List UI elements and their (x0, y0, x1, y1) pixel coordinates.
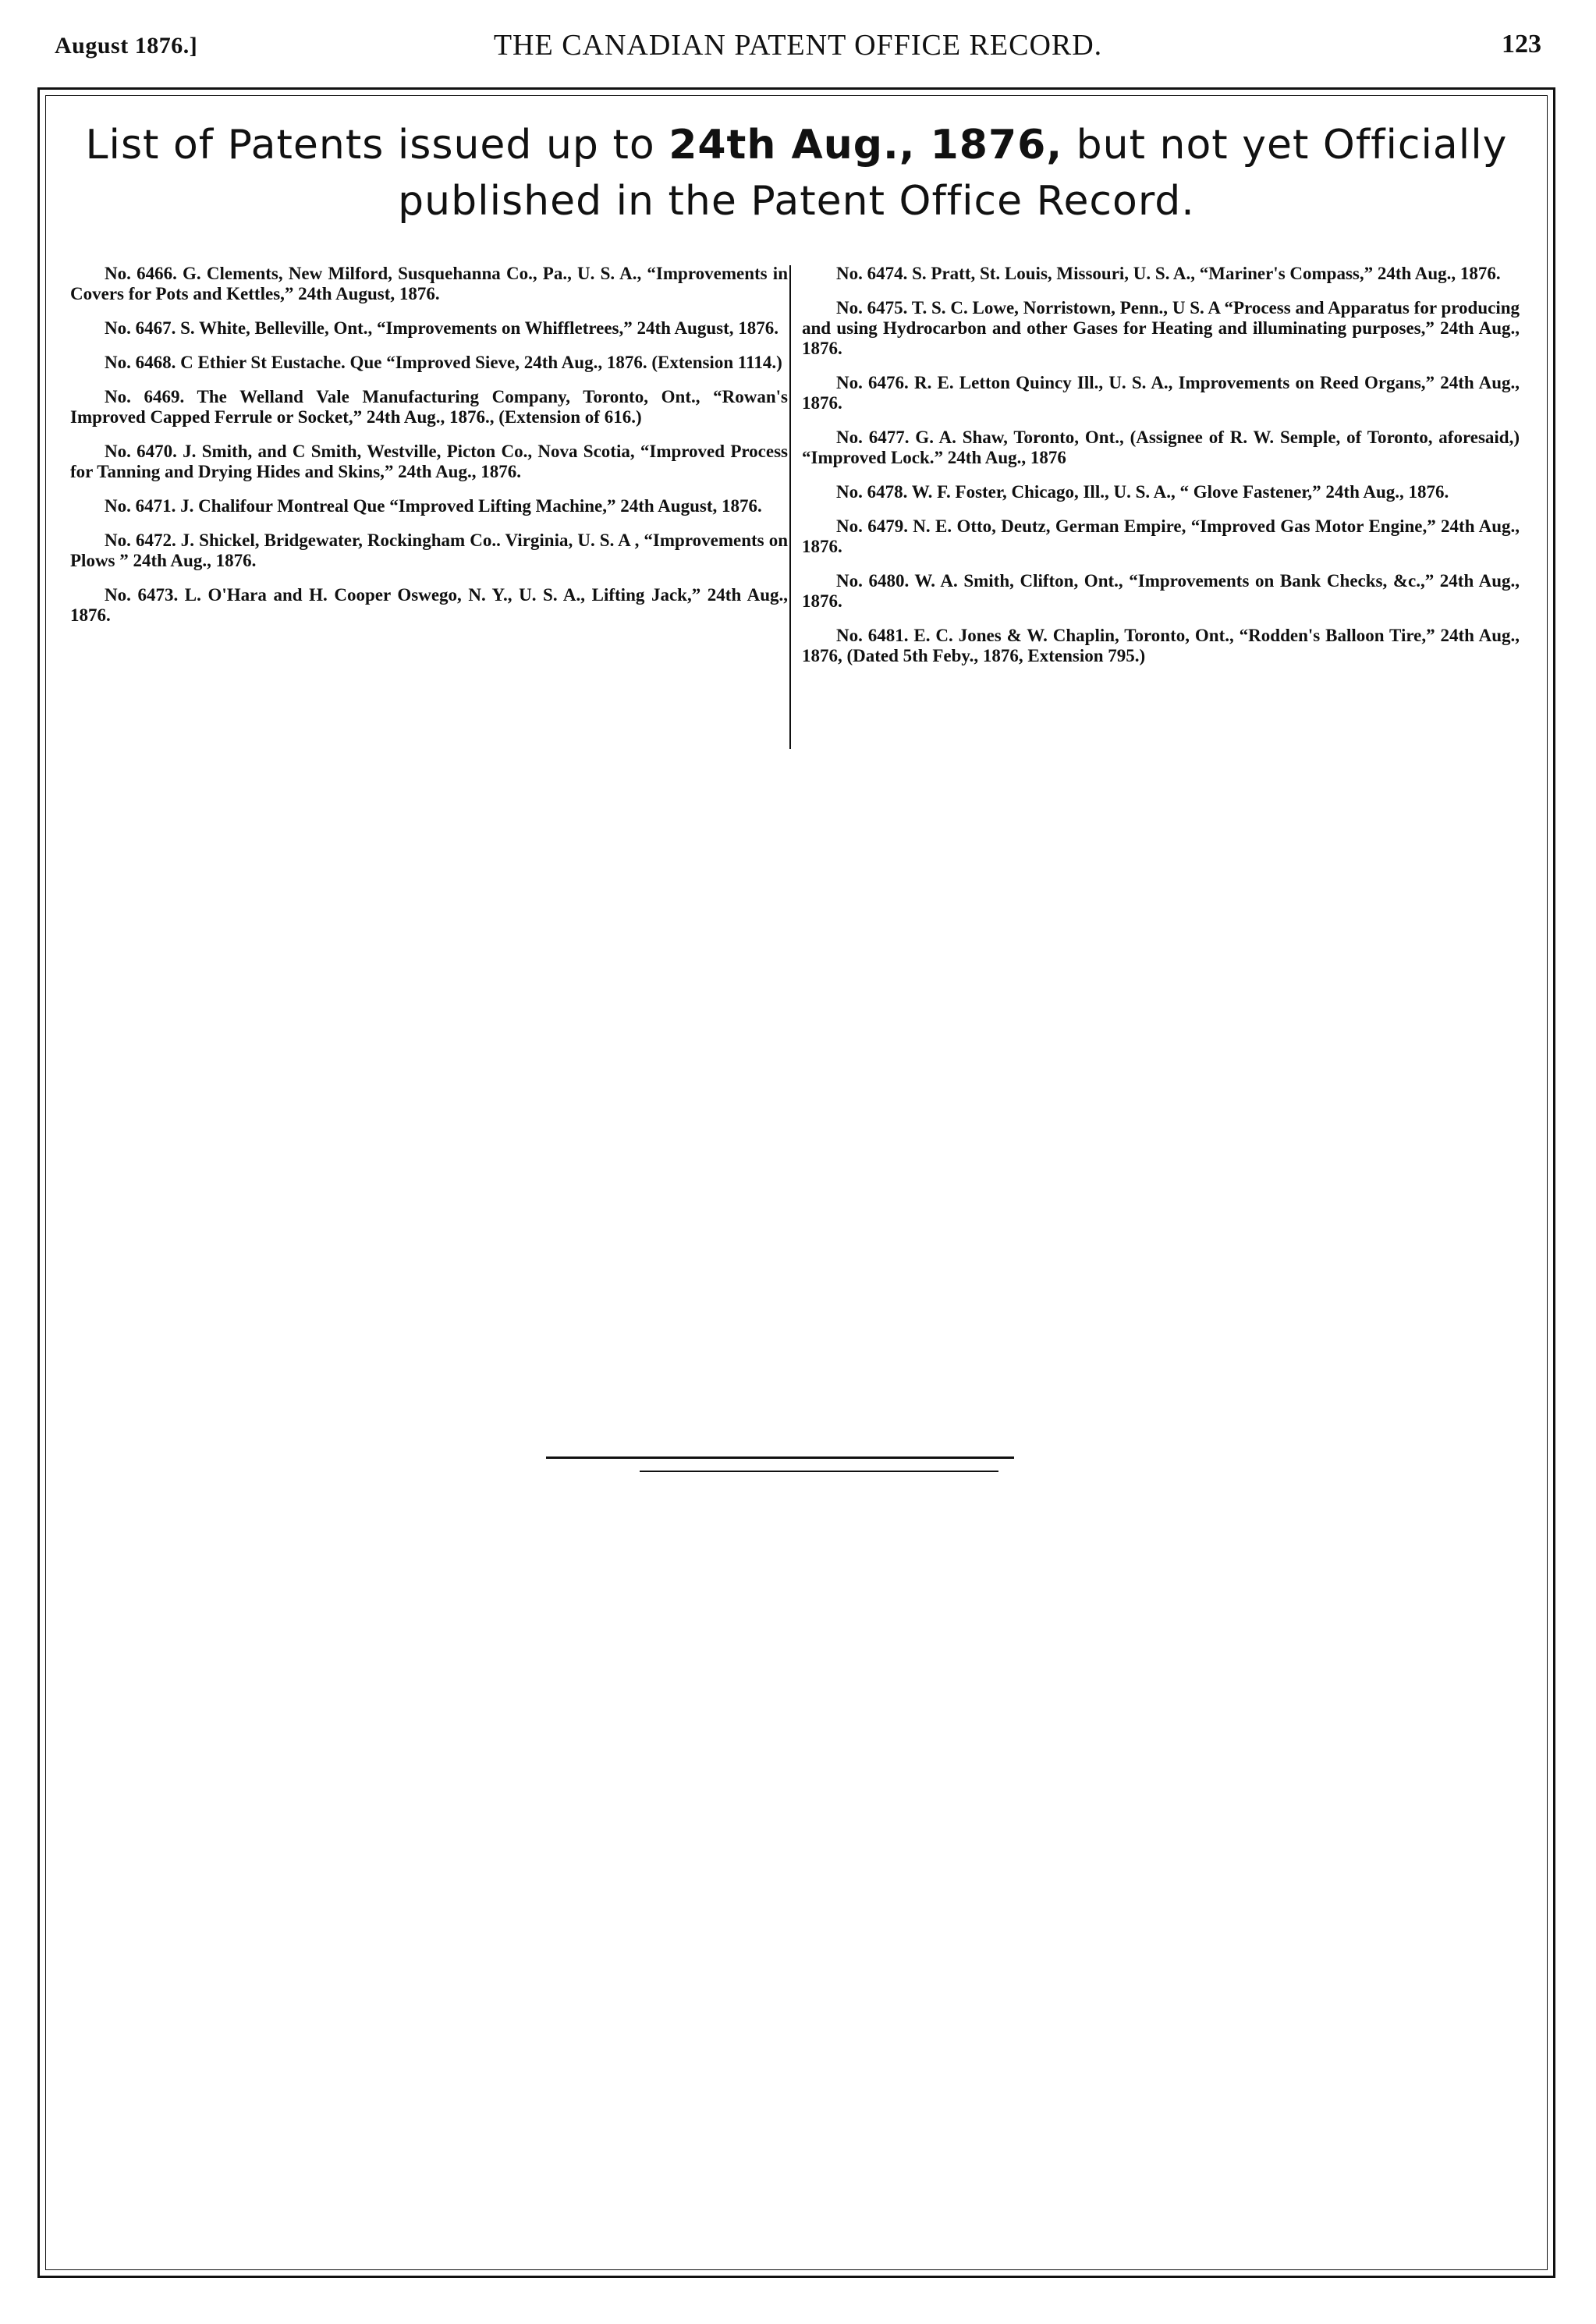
running-head (55, 27, 1541, 66)
patent-entry: No. 6479. N. E. Otto, Deutz, German Empire, “Improved Gas Motor Engine,” 24th Aug., 1876. (802, 516, 1520, 556)
headline-line-2: published in the Patent Office Record. (398, 178, 1195, 225)
patent-entry: No. 6471. J. Chalifour Montreal Que “Improved Lifting Machine,” 24th August, 1876. (105, 496, 762, 516)
headline-suffix: but not yet Officially (1062, 122, 1508, 169)
page-number: 123 (1502, 30, 1541, 59)
patent-entry: No. 6466. G. Clements, New Milford, Susquehanna Co., Pa., U. S. A., “Improvements in Covers for Pots and Kettles,” 24th August, 1876. (70, 264, 788, 303)
patent-entry: No. 6481. E. C. Jones & W. Chaplin, Toronto, Ont., “Rodden's Balloon Tire,” 24th Aug., 1876, (Dated 5th Feby., 1876, Extension 795.) (802, 626, 1520, 665)
patent-entry: No. 6474. S. Pratt, St. Louis, Missouri, U. S. A., “Mariner's Compass,” 24th Aug., 1876. (836, 264, 1501, 283)
patent-entry: No. 6473. L. O'Hara and H. Cooper Oswego, N. Y., U. S. A., Lifting Jack,” 24th Aug., 1876. (70, 585, 788, 625)
left-column (70, 264, 788, 640)
patent-entry: No. 6477. G. A. Shaw, Toronto, Ont., (Assignee of R. W. Semple, of Toronto, aforesaid,) “Improved Lock.” 24th Aug., 1876 (802, 428, 1520, 467)
patent-entry: No. 6478. W. F. Foster, Chicago, Ill., U. S. A., “ Glove Fastener,” 24th Aug., 1876. (836, 482, 1449, 502)
headline-line-1 (53, 117, 1540, 173)
patent-entry: No. 6472. J. Shickel, Bridgewater, Rockingham Co.. Virginia, U. S. A , “Improvements on Plows ” 24th Aug., 1876. (70, 530, 788, 570)
issue-date: August 1876.] (55, 33, 198, 59)
patent-entry: No. 6470. J. Smith, and C Smith, Westville, Picton Co., Nova Scotia, “Improved Process for Tanning and Drying Hides and Skins,” 24th Aug., 1876. (70, 442, 788, 481)
end-rule (546, 1456, 1014, 1459)
patent-entry: No. 6467. S. White, Belleville, Ont., “Improvements on Whiffletrees,” 24th August, 1876. (105, 318, 778, 338)
patent-entry: No. 6475. T. S. C. Lowe, Norristown, Penn., U S. A “Process and Apparatus for producing and using Hydrocarbon and other Gases for Heating and illuminating purposes,” 24th Aug., 1876. (802, 298, 1520, 358)
publication-title: THE CANADIAN PATENT OFFICE RECORD. (493, 29, 1103, 62)
headline-date: 24th Aug., 1876, (669, 122, 1063, 169)
headline-prefix: List of Patents issued up to (85, 122, 669, 169)
patent-entry: No. 6480. W. A. Smith, Clifton, Ont., “Improvements on Bank Checks, &c.,” 24th Aug., 1876. (802, 571, 1520, 611)
patent-entry: No. 6468. C Ethier St Eustache. Que “Improved Sieve, 24th Aug., 1876. (Extension 1114.) (105, 353, 782, 372)
page-headline (53, 117, 1540, 229)
end-rule-short (640, 1471, 998, 1472)
patent-entry: No. 6476. R. E. Letton Quincy Ill., U. S. A., Improvements on Reed Organs,” 24th Aug., 1876. (802, 373, 1520, 413)
right-column (802, 264, 1520, 680)
column-divider (789, 265, 791, 749)
patent-entry: No. 6469. The Welland Vale Manufacturing Company, Toronto, Ont., “Rowan's Improved Capped Ferrule or Socket,” 24th Aug., 1876., (Extension of 616.) (70, 387, 788, 427)
